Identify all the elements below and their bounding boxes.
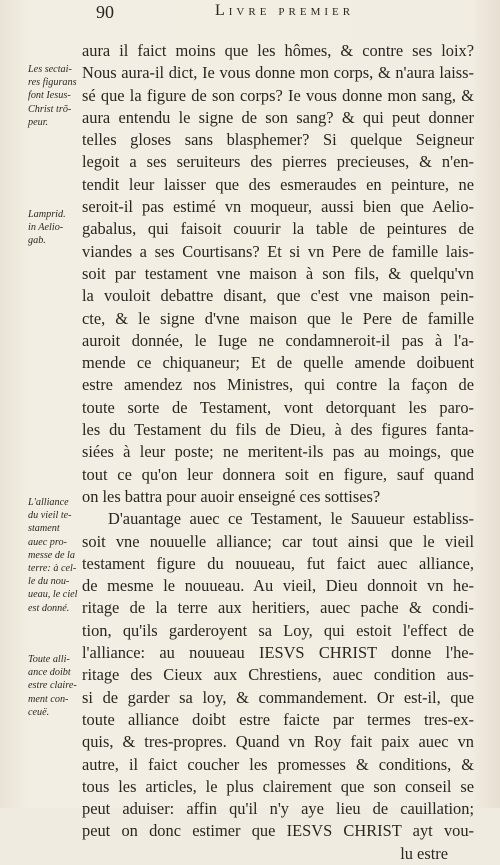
text-line: legoit a ses seruiteurs des pierres precieuses, & n'en- xyxy=(82,152,474,172)
running-title: Livre premier xyxy=(215,2,355,19)
text-line: la vouloit debattre disant, que c'est vne maison pein- xyxy=(82,286,474,306)
page-number: 90 xyxy=(96,2,114,22)
text-line: seroit-il pas estimé vn moqueur, aussi bien que Aelio- xyxy=(82,197,474,217)
catchword-line: lu estre xyxy=(400,843,448,863)
margin-note-line: estre claire- xyxy=(28,680,77,692)
margin-note-line: messe de la xyxy=(28,549,75,561)
text-line: ritage de la terre aux heritiers, auec pache & condi- xyxy=(82,598,474,618)
margin-note-line: ance doibt xyxy=(28,667,71,679)
text-line: aura entendu le signe de son sang? & qui peut donner xyxy=(82,107,474,127)
text-line: les du Testament du fils de Dieu, à des figures fanta- xyxy=(82,420,474,440)
text-line: cte, & le signe d'vne maison que le Pere de famille xyxy=(82,308,474,328)
margin-note xyxy=(28,496,90,615)
margin-note xyxy=(28,208,90,248)
text-line: quis, & tres-propres. Quand vn Roy fait paix auec vn xyxy=(82,732,474,752)
margin-note-line: stament xyxy=(28,523,60,535)
margin-note-line: ceuë. xyxy=(28,706,50,718)
text-line: mende ce chiquaneur; Et de quelle amende doibuent xyxy=(82,353,474,373)
text-line: l'alliance: au nouueau IESVS CHRIST donne l'he- xyxy=(82,643,474,663)
margin-note-line: gab. xyxy=(28,235,46,247)
text-line: tendit leur laisser que des esmeraudes en peinture, ne xyxy=(82,174,474,194)
body-text xyxy=(82,40,474,865)
text-line: tous les articles, le plus clairement que son conseil se xyxy=(82,776,474,796)
text-line: sé que la figure de son corps? Ie vous donne mon sang, & xyxy=(82,85,474,105)
text-line: soit vne nouuelle alliance; car tout ainsi que le vieil xyxy=(82,531,474,551)
text-line: de mesme le nouueau. Au vieil, Dieu donnoit vn he- xyxy=(82,576,474,596)
text-line: si de garder sa loy, & commandement. Or est-il, que xyxy=(82,687,474,707)
text-line: ritage des Cieux aux Chrestiens, auec condition aus- xyxy=(82,665,474,685)
margin-note xyxy=(28,653,90,719)
margin-note-line: du vieil te- xyxy=(28,510,72,522)
text-line: gabalus, qui faisoit couurir la table de peintures de xyxy=(82,219,474,239)
margin-note-line: le du nou- xyxy=(28,576,70,588)
margin-note-line: est donné. xyxy=(28,602,70,614)
text-line: auroit donnée, le Iuge ne condamneroit-il pas à l'a- xyxy=(82,330,474,350)
text-line: testament figure du nouueau, fut faict auec alliance, xyxy=(82,553,474,573)
text-line: soit par testament vne maison à son fils, & quelqu'vn xyxy=(82,263,474,283)
margin-note-line: Lamprid. xyxy=(28,209,66,220)
margin-note-line: Christ trõ- xyxy=(28,103,72,115)
text-line: peut aduiser: affin qu'il n'y aye lieu de cauillation; xyxy=(82,799,474,819)
margin-note-line: Les sectai- xyxy=(28,64,72,75)
text-line: aura il faict moins que les hômes, & contre ses loix? xyxy=(82,41,474,60)
margin-note-line: L'alliance xyxy=(28,497,69,508)
margin-note-line: Toute alli- xyxy=(28,654,70,665)
text-line: D'auantage auec ce Testament, le Sauueur establiss- xyxy=(108,509,474,529)
text-line: estre amendez nos Ministres, qui contre la façon de xyxy=(82,375,474,395)
margin-note-line: in Aelio- xyxy=(28,222,64,234)
margin-note-line: ueau, le ciel xyxy=(28,589,78,601)
text-line: toute sorte de Testament, vont detorquant les paro- xyxy=(82,397,474,417)
margin-note xyxy=(28,63,90,129)
text-line: siées à leur poste; ne meritent-ils pas au moings, que xyxy=(82,442,474,462)
text-line: telles gloses sans blasphemer? Si quelque Seigneur xyxy=(82,130,474,150)
page-header xyxy=(0,2,500,32)
text-line: tout ce qu'on leur donnera soit en figure, sauf quand xyxy=(82,464,474,484)
text-line: viandes a ses Courtisans? Et si vn Pere de famille lais- xyxy=(82,241,474,261)
text-line: peut on donc estimer que IESVS CHRIST ayt vou- xyxy=(82,821,474,841)
margin-note-line: ment con- xyxy=(28,693,69,705)
margin-note-line: res figurans xyxy=(28,77,77,89)
text-line: toute alliance doibt estre faicte par termes tres-ex- xyxy=(82,709,474,729)
margin-note-line: terre: à cel- xyxy=(28,563,77,575)
text-line: Nous aura-il dict, Ie vous donne mon corps, & n'aura laiss- xyxy=(82,63,474,83)
margin-note-line: font Iesus- xyxy=(28,90,71,102)
text-line: on les battra pour auoir enseigné ces sottises? xyxy=(82,486,381,506)
text-line: autre, il faict coucher les promesses & conditions, & xyxy=(82,754,474,774)
margin-note-line: peur. xyxy=(28,116,49,128)
margin-note-line: auec pro- xyxy=(28,536,67,548)
text-line: tion, qu'ils garderoyent sa Loy, qui estoit l'effect de xyxy=(82,620,474,640)
